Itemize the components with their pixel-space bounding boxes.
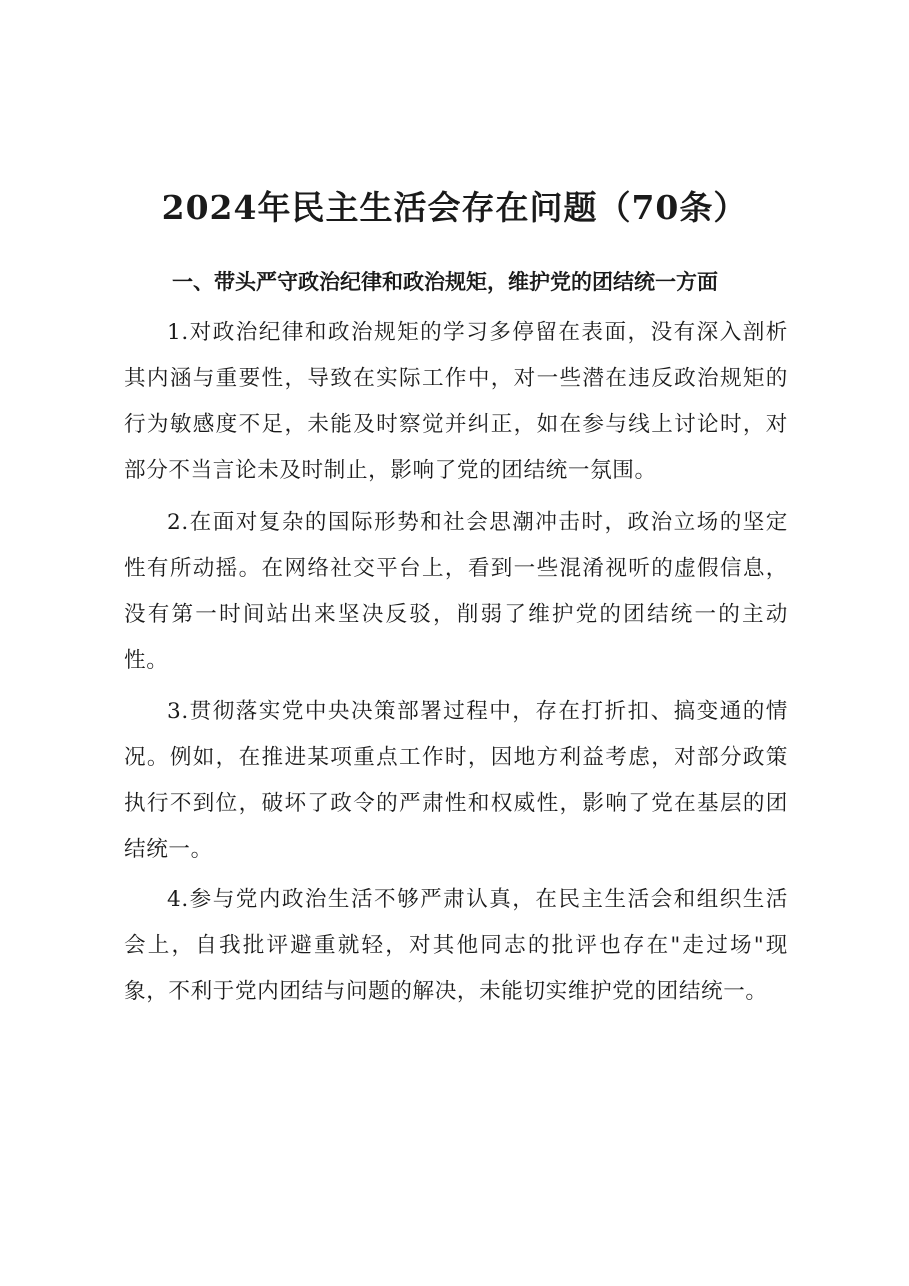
section-heading: 一、带头严守政治纪律和政治规矩，维护党的团结统一方面 (172, 270, 718, 294)
document-title: 2024年民主生活会存在问题（70条） (161, 188, 748, 227)
paragraph-3: 3.贯彻落实党中央决策部署过程中，存在打折扣、搞变通的情况。例如，在推进某项重点工作时，因地方利益考虑，对部分政策执行不到位，破坏了政令的严肃性和权威性，影响了党在基层的团结统一。 (124, 699, 788, 862)
paragraph-2: 2.在面对复杂的国际形势和社会思潮冲击时，政治立场的坚定性有所动摇。在网络社交平台上，看到一些混淆视听的虚假信息，没有第一时间站出来坚决反驳，削弱了维护党的团结统一的主动性。 (124, 510, 788, 673)
paragraph-4: 4.参与党内政治生活不够严肃认真，在民主生活会和组织生活会上，自我批评避重就轻，对其他同志的批评也存在"走过场"现象，不利于党内团结与问题的解决，未能切实维护党的团结统一。 (124, 887, 788, 1004)
paragraph-1: 1.对政治纪律和政治规矩的学习多停留在表面，没有深入剖析其内涵与重要性，导致在实际工作中，对一些潜在违反政治规矩的行为敏感度不足，未能及时察觉并纠正，如在参与线上讨论时，对部分不当言论未及时制止，影响了党的团结统一氛围。 (124, 320, 788, 483)
